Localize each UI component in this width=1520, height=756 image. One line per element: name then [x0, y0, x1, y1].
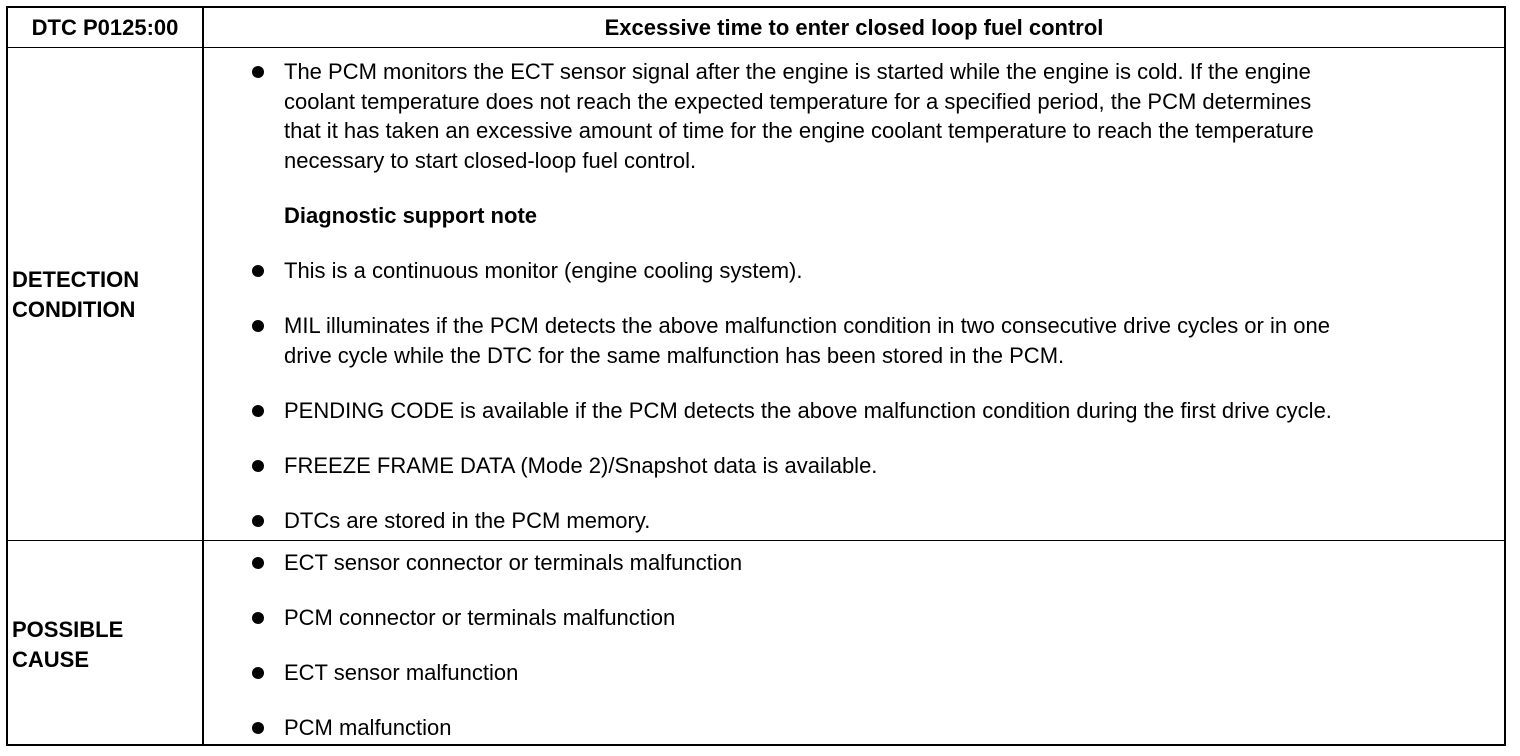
bullet-icon — [252, 557, 264, 569]
dtc-code: DTC P0125:00 — [31, 14, 179, 40]
bullet-icon — [252, 722, 264, 734]
cause-item-4: PCM malfunction — [284, 715, 452, 740]
detection-item-3-line-2: drive cycle while the DTC for the same malfunction has been stored in the PCM. — [284, 342, 1065, 368]
cause-item-3: ECT sensor malfunction — [284, 660, 519, 685]
cause-item-2: PCM connector or terminals malfunction — [284, 605, 676, 630]
bullet-icon — [252, 66, 264, 78]
detection-item-4: PENDING CODE is available if the PCM detects the above malfunction condition during the first drive cycle. — [284, 398, 1332, 423]
detection-item-5: FREEZE FRAME DATA (Mode 2)/Snapshot data is available. — [284, 453, 878, 478]
header-divider — [6, 47, 1506, 48]
detection-condition-label: DETECTION CONDITION — [12, 267, 140, 322]
row-divider — [6, 540, 1506, 541]
bullet-icon — [252, 612, 264, 624]
detection-item-1-line-3: that it has taken an excessive amount of time for the engine coolant temperature to reach the temperature — [284, 118, 1314, 143]
bullet-icon — [252, 405, 264, 417]
bullet-icon — [252, 460, 264, 472]
detection-item-1 — [284, 57, 1484, 175]
cause-item-1: ECT sensor connector or terminals malfunction — [284, 550, 743, 575]
detection-item-1-line-1: The PCM monitors the ECT sensor signal after the engine is started while the engine is cold. If the engine — [284, 59, 1311, 84]
bullet-icon — [252, 515, 264, 527]
bullet-icon — [252, 320, 264, 332]
diagnostic-support-note-heading: Diagnostic support note — [284, 203, 537, 228]
detection-item-1-line-4: necessary to start closed-loop fuel control. — [284, 147, 697, 173]
dtc-title: Excessive time to enter closed loop fuel control — [604, 14, 1104, 40]
detection-item-1-line-2: coolant temperature does not reach the expected temperature for a specified period, the PCM determines — [284, 88, 1312, 114]
detection-item-2: This is a continuous monitor (engine cooling system). — [284, 258, 803, 283]
bullet-icon — [252, 265, 264, 277]
bullet-icon — [252, 667, 264, 679]
detection-item-6: DTCs are stored in the PCM memory. — [284, 508, 651, 533]
detection-item-3 — [284, 311, 1484, 370]
detection-item-3-line-1: MIL illuminates if the PCM detects the above malfunction condition in two consecutive drive cycles or in one — [284, 313, 1330, 338]
column-divider — [202, 6, 204, 746]
possible-cause-label: POSSIBLE CAUSE — [12, 617, 124, 672]
